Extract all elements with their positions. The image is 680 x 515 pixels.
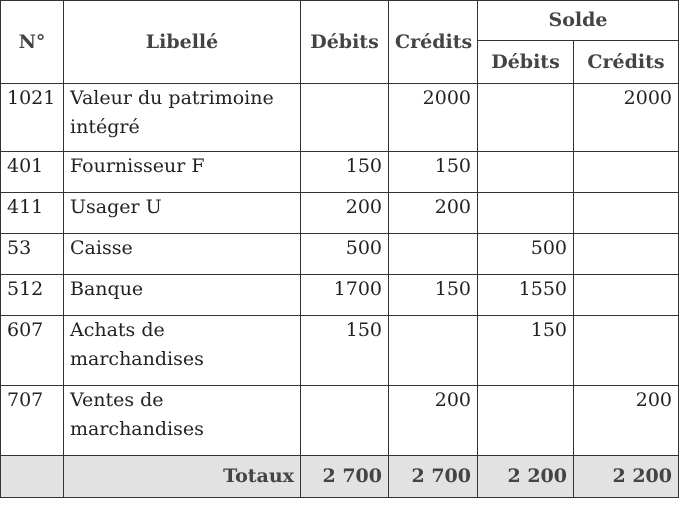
- totals-balance-credits: 2 200: [574, 456, 679, 498]
- table-row: [1, 193, 679, 234]
- header-label: Libellé: [64, 1, 301, 84]
- balance-credits-cell: [574, 234, 679, 275]
- balance-debits-cell: [478, 84, 574, 152]
- credits-cell: [389, 234, 478, 275]
- table-row: [1, 152, 679, 193]
- balance-debits-cell: 1550: [478, 275, 574, 316]
- account-label: Valeur du patrimoine intégré: [64, 84, 301, 152]
- balance-debits-cell: 500: [478, 234, 574, 275]
- totals-debits: 2 700: [301, 456, 389, 498]
- account-number: 512: [1, 275, 64, 316]
- debits-cell: 200: [301, 193, 389, 234]
- header-balance-credits: Crédits: [574, 41, 679, 84]
- balance-credits-cell: [574, 275, 679, 316]
- account-label: Caisse: [64, 234, 301, 275]
- header-debits: Débits: [301, 1, 389, 84]
- table-row: [1, 234, 679, 275]
- totals-credits: 2 700: [389, 456, 478, 498]
- debits-cell: [301, 84, 389, 152]
- balance-debits-cell: [478, 152, 574, 193]
- account-number: 1021: [1, 84, 64, 152]
- account-label: Achats de marchandises: [64, 316, 301, 386]
- table-row: [1, 316, 679, 386]
- account-label: Fournisseur F: [64, 152, 301, 193]
- header-balance: Solde: [478, 1, 679, 41]
- balance-debits-cell: [478, 193, 574, 234]
- credits-cell: [389, 316, 478, 386]
- credits-cell: 2000: [389, 84, 478, 152]
- debits-cell: 150: [301, 152, 389, 193]
- debits-cell: 500: [301, 234, 389, 275]
- debits-cell: 150: [301, 316, 389, 386]
- totals-balance-debits: 2 200: [478, 456, 574, 498]
- credits-cell: 150: [389, 275, 478, 316]
- account-label: Banque: [64, 275, 301, 316]
- balance-credits-cell: 2000: [574, 84, 679, 152]
- header-credits: Crédits: [389, 1, 478, 84]
- balance-credits-cell: 200: [574, 386, 679, 456]
- account-number: 401: [1, 152, 64, 193]
- credits-cell: 200: [389, 193, 478, 234]
- account-label: Usager U: [64, 193, 301, 234]
- credits-cell: 150: [389, 152, 478, 193]
- totals-empty-cell: [1, 456, 64, 498]
- balance-credits-cell: [574, 193, 679, 234]
- balance-credits-cell: [574, 316, 679, 386]
- account-number: 607: [1, 316, 64, 386]
- header-row-top: [1, 1, 679, 41]
- balance-debits-cell: 150: [478, 316, 574, 386]
- totals-label: Totaux: [64, 456, 301, 498]
- account-label: Ventes de marchandises: [64, 386, 301, 456]
- table-row: [1, 275, 679, 316]
- credits-cell: 200: [389, 386, 478, 456]
- account-number: 707: [1, 386, 64, 456]
- header-number: N°: [1, 1, 64, 84]
- totals-row: [1, 456, 679, 498]
- table-row: [1, 84, 679, 152]
- balance-debits-cell: [478, 386, 574, 456]
- debits-cell: [301, 386, 389, 456]
- debits-cell: 1700: [301, 275, 389, 316]
- account-number: 411: [1, 193, 64, 234]
- header-balance-debits: Débits: [478, 41, 574, 84]
- balance-credits-cell: [574, 152, 679, 193]
- table-row: [1, 386, 679, 456]
- account-number: 53: [1, 234, 64, 275]
